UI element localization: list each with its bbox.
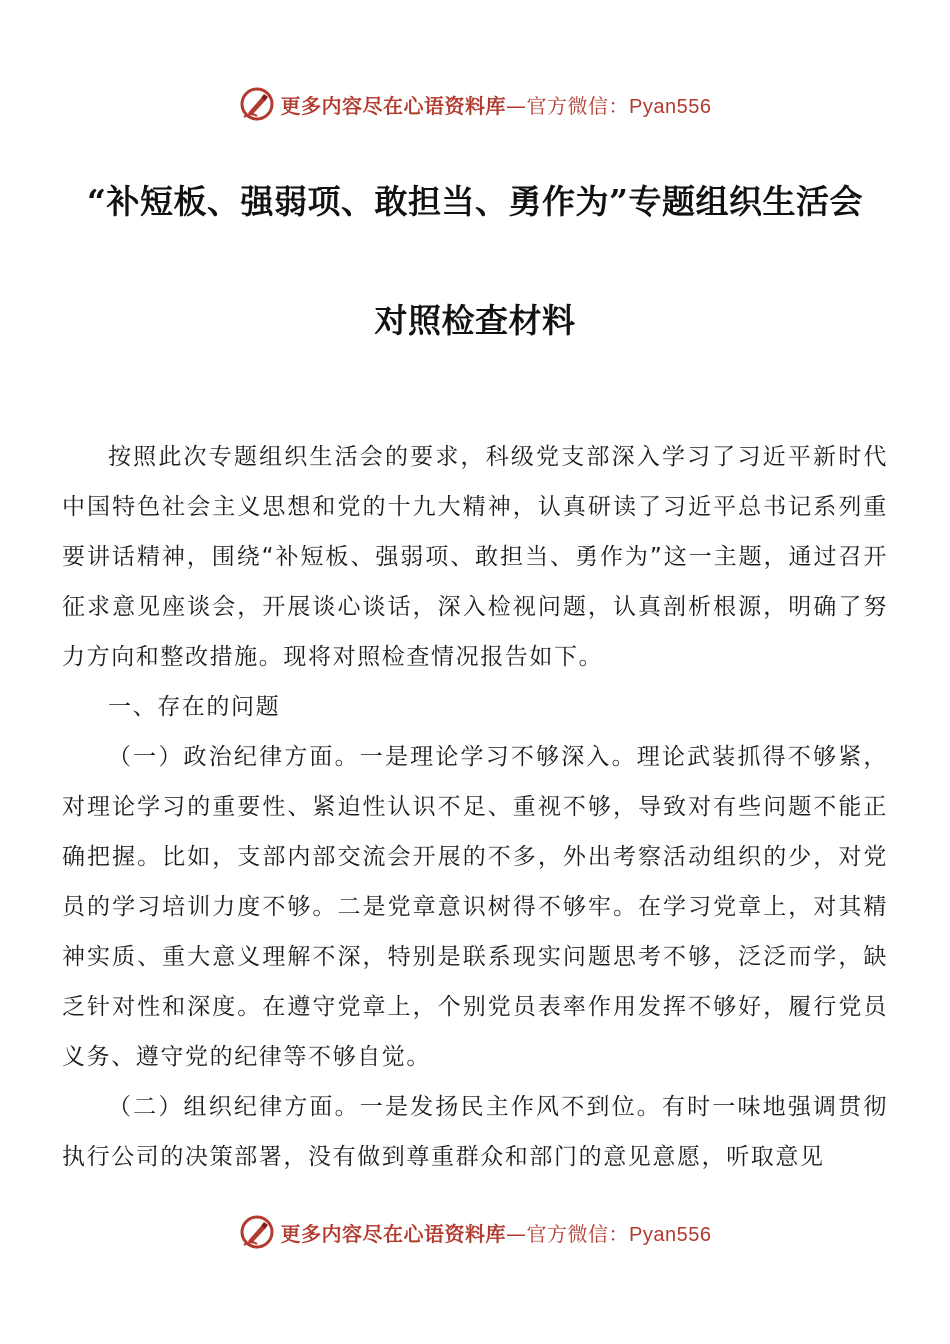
pen-writing-logo-icon xyxy=(239,86,275,122)
paragraph-intro: 按照此次专题组织生活会的要求，科级党支部深入学习了习近平新时代中国特色社会主义思想和党的十九大精神，认真研读了习近平总书记系列重要讲话精神，围绕“补短板、强弱项、敢担当、勇作为”这一主题，通过召开征求意见座谈会，开展谈心谈话，深入检视问题，认真剖析根源，明确了努力方向和整改措施。现将对照检查情况报告如下。 xyxy=(62,444,888,670)
paragraph-organizational-discipline: （二）组织纪律方面。一是发扬民主作风不到位。有时一味地强调贯彻执行公司的决策部署，没有做到尊重群众和部门的意见意愿，听取意见 xyxy=(62,1094,888,1170)
pen-writing-logo-icon xyxy=(239,1214,275,1250)
watermark-main-text: 更多内容尽在心语资料库 xyxy=(280,93,507,118)
watermark-text xyxy=(281,1218,712,1247)
section-heading: 一、存在的问题 xyxy=(108,694,281,720)
paragraph-political-discipline: （一）政治纪律方面。一是理论学习不够深入。理论武装抓得不够紧，对理论学习的重要性、紧迫性认识不足、重视不够，导致对有些问题不能正确把握。比如，支部内部交流会开展的不多，外出考察活动组织的少，对党员的学习培训力度不够。二是党章意识树得不够牢。在学习党章上，对其精神实质、重大意义理解不深，特别是联系现实问题思考不够，泛泛而学，缺乏针对性和深度。在遵守党章上，个别党员表率作用发挥不够好，履行党员义务、遵守党的纪律等不够自觉。 xyxy=(62,744,888,1070)
watermark-wechat-id: Pyan556 xyxy=(629,95,712,118)
watermark-header xyxy=(0,84,950,124)
watermark-text xyxy=(281,90,712,119)
document-title-line2: 对照检查材料 xyxy=(374,301,576,340)
watermark-footer xyxy=(0,1212,950,1252)
watermark-separator: —官方微信： xyxy=(506,93,630,118)
document-title-line1: “补短板、强弱项、敢担当、勇作为”专题组织生活会 xyxy=(87,182,863,221)
watermark-wechat-id: Pyan556 xyxy=(629,1223,712,1246)
watermark-separator: —官方微信： xyxy=(506,1221,630,1246)
watermark-main-text: 更多内容尽在心语资料库 xyxy=(280,1221,507,1246)
document-body xyxy=(62,432,888,1182)
